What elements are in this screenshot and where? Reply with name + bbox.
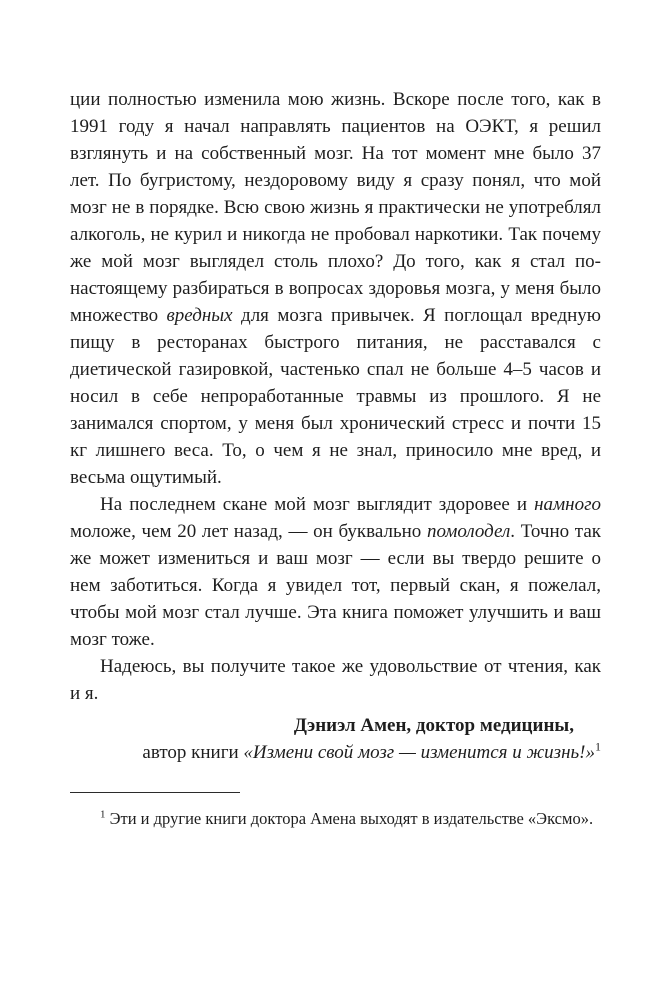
italic-run: вредных (166, 305, 233, 326)
body-text (70, 86, 601, 707)
footnote (70, 806, 601, 831)
text-run: ции полностью изменила мою жизнь. Вскоре после того, как в 1991 году я начал направлять пациентов на ОЭКТ, я решил взглянуть и на собственный мозг. На тот момент мне было 37 лет. По бугристому, нездоровому виду я сразу понял, что мой мозг не в порядке. Всю свою жизнь я практически не употреблял алкоголь, не курил и никогда не пробовал наркотики. Так почему же мой мозг выглядел столь плохо? До того, как я стал по-настоящему разбираться в вопросах здоровья мозга, у меня было множество (70, 89, 601, 326)
italic-run: помолодел (426, 521, 511, 542)
footnote-ref: 1 (595, 739, 601, 754)
text-run: Надеюсь, вы получите такое же удовольствие от чтения, как и я. (70, 656, 601, 704)
book-credit-prefix: автор книги (142, 742, 244, 763)
footnote-text: Эти и другие книги доктора Амена выходят в издательстве «Эксмо». (105, 809, 594, 828)
book-credit (70, 739, 601, 766)
paragraph (70, 653, 601, 707)
paragraph (70, 491, 601, 653)
text-run: для мозга привычек. Я поглощал вредную пищу в ресторанах быстрого питания, не расставался с диетической газировкой, частенько спал не больше 4–5 часов и носил в себе непроработанные травмы из прошлого. Я не занимался спортом, у меня был хронический стресс и почти 15 кг лишнего веса. То, о чем я не знал, приносило мне вред, и весьма ощутимый. (70, 305, 601, 488)
italic-run: намного (534, 494, 601, 515)
text-run: . Точно так же может измениться и ваш мозг — если вы твердо решите о нем заботиться. Когда я увидел тот, первый скан, я пожелал, чтобы мой мозг стал лучше. Эта книга поможет улучшить и ваш мозг тоже. (70, 521, 601, 650)
text-run: На последнем скане мой мозг выглядит здоровее и (100, 494, 535, 515)
text-run: моложе, чем 20 лет назад, — он буквально (70, 521, 427, 542)
author-name: Дэниэл Амен, доктор медицины, (293, 715, 574, 736)
paragraph (70, 86, 601, 491)
book-title: «Измени свой мозг — изменится и жизнь!» (243, 742, 595, 763)
footnote-separator (70, 792, 240, 793)
footnote-marker: 1 (100, 808, 106, 821)
byline (70, 712, 601, 766)
